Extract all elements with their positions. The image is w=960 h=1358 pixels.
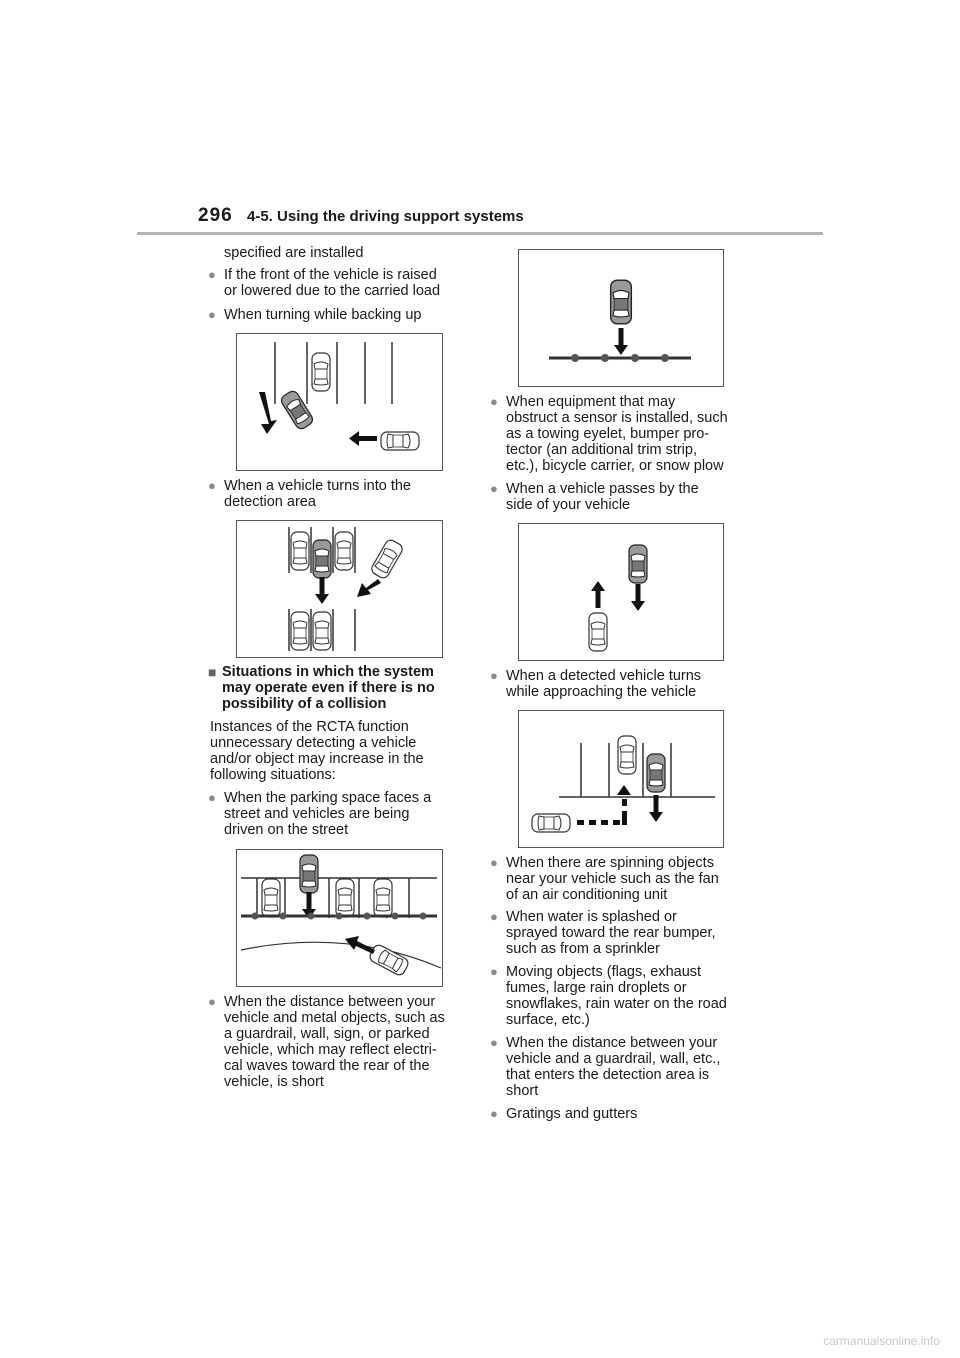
bullet-item <box>490 481 765 513</box>
figure-detected-turns <box>518 710 724 848</box>
bullet-text: When the distance between your vehicle and metal objects, such as a guardrail, wall, sign, or parked vehicle, which may reflect electri- cal waves toward the rear of the vehicle, is short <box>224 994 445 1090</box>
figure-turn-into-area <box>236 520 443 658</box>
continued-text: specified are installed <box>224 245 364 261</box>
bullet-icon: ● <box>208 790 216 805</box>
page-number: 296 <box>198 205 233 226</box>
bullet-text: When the parking space faces a street and vehicles are being driven on the street <box>224 790 432 838</box>
bullet-item <box>490 1035 765 1099</box>
bullet-text: Gratings and gutters <box>506 1106 638 1122</box>
bullet-item <box>490 668 765 700</box>
bullet-icon: ● <box>208 994 216 1009</box>
bullet-icon: ● <box>208 478 216 493</box>
heading-marker: ■ <box>208 664 217 680</box>
heading-text: Situations in which the system may operate even if there is no possibility of a collision <box>222 664 435 712</box>
bullet-text: When turning while backing up <box>224 307 422 323</box>
bullet-item <box>208 994 483 1090</box>
bullet-text: When equipment that may obstruct a sensor is installed, such as a towing eyelet, bumper pro- tector (an additional trim strip, etc.), bicycle carrier, or snow plow <box>506 394 728 474</box>
bullet-item <box>490 1106 765 1122</box>
bullet-icon: ● <box>208 307 216 322</box>
bullet-icon: ● <box>490 481 498 496</box>
bullet-item <box>490 964 765 1028</box>
bullet-text: When the distance between your vehicle and a guardrail, wall, etc., that enters the detection area is short <box>506 1035 721 1099</box>
section-heading <box>208 664 488 712</box>
bullet-icon: ● <box>490 1106 498 1121</box>
bullet-icon: ● <box>490 668 498 683</box>
bullet-item <box>208 478 478 510</box>
bullet-item <box>208 790 478 838</box>
bullet-item <box>490 909 765 957</box>
bullet-text: When a vehicle passes by the side of your vehicle <box>506 481 699 513</box>
bullet-item <box>208 267 478 299</box>
bullet-icon: ● <box>490 394 498 409</box>
header-rule <box>137 232 823 235</box>
bullet-icon: ● <box>490 855 498 870</box>
section-title: 4-5. Using the driving support systems <box>247 208 524 225</box>
figure-turning-backing <box>236 333 443 471</box>
bullet-text: When there are spinning objects near your vehicle such as the fan of an air conditioning unit <box>506 855 719 903</box>
watermark: carmanualsonline.info <box>823 1334 940 1348</box>
bullet-icon: ● <box>490 1035 498 1050</box>
bullet-item <box>490 855 765 903</box>
bullet-text: When a detected vehicle turns while approaching the vehicle <box>506 668 702 700</box>
bullet-text: When a vehicle turns into the detection area <box>224 478 411 510</box>
bullet-icon: ● <box>490 909 498 924</box>
bullet-text: Moving objects (flags, exhaust fumes, large rain droplets or snowflakes, rain water on the road surface, etc.) <box>506 964 727 1028</box>
bullet-text: If the front of the vehicle is raised or lowered due to the carried load <box>224 267 441 299</box>
figure-street-parking <box>236 849 443 987</box>
bullet-item <box>208 307 478 323</box>
bullet-item <box>490 394 765 474</box>
intro-paragraph: Instances of the RCTA function unnecessary detecting a vehicle and/or object may increase in the following situations: <box>210 719 424 783</box>
figure-equipment-obstruct <box>518 249 724 387</box>
bullet-icon: ● <box>490 964 498 979</box>
figure-vehicle-passes <box>518 523 724 661</box>
bullet-icon: ● <box>208 267 216 282</box>
bullet-text: When water is splashed or sprayed toward the rear bumper, such as from a sprinkler <box>506 909 716 957</box>
